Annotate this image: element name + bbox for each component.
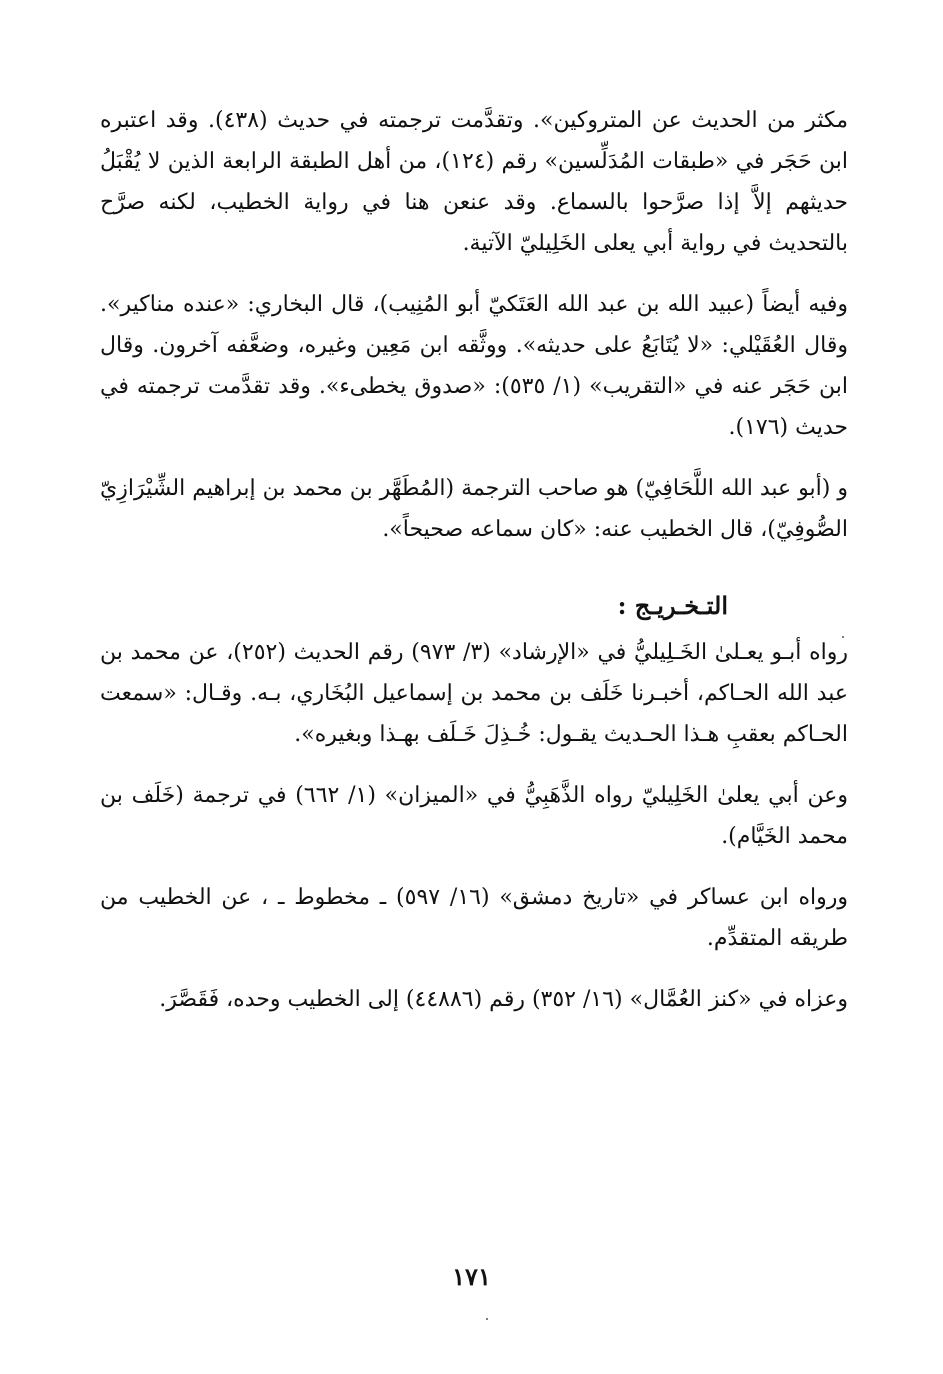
paragraph-narrator-2: وفيه أيضاً (عبيد الله بن عبد الله العَتَكيّ أبو المُنِيب)، قال البخاري: «عنده مناكير». وقال العُقَيْلي: «لا يُتَابَعُ على حديثه». ووثَّقه ابن مَعِين وغيره، وضعَّفه آخرون. وقال ابن حَجَر عنه في «التقريب» (١/ ٥٣٥): «صدوق يخطىء». وقد تقدَّمت ترجمته في حديث (١٧٦).	[100, 292, 848, 440]
scan-speck	[842, 636, 844, 638]
scan-speck	[486, 1318, 488, 1320]
takhrij-paragraph-4: وعزاه في «كنز العُمَّال» (١٦/ ٣٥٢) رقم (٤٤٨٨٦) إلى الخطيب وحده، فَقَصَّرَ.	[159, 987, 848, 1012]
paragraph-narrator-1: مكثر من الحديث عن المتروكين». وتقدَّمت ترجمته في حديث (٤٣٨). وقد اعتبره ابن حَجَر في «طبقات المُدَلِّسين» رقم (١٢٤)، من أهل الطبقة الرابعة الذين لا يُقْبَلُ حديثهم إلاَّ إذا صرَّحوا بالسماع. وقد عنعن هنا في رواية الخطيب، لكنه صرَّح بالتحديث في رواية أبي يعلى الخَلِيليّ الآتية.	[100, 108, 848, 256]
paragraph-narrator-3: و (أبو عبد الله اللَّحَافِيّ) هو صاحب الترجمة (المُطَهَّر بن محمد بن إبراهيم الشِّيْرَازِيّ الصُّوفِيّ)، قال الخطيب عنه: «كان سماعه صحيحاً».	[100, 476, 848, 542]
takhrij-paragraph-1: رواه أبـو يعـلىٰ الخَـلِيليُّ في «الإرشاد» (٣/ ٩٧٣) رقم الحديث (٢٥٢)، عن محمد بن عبد الله الحـاكم، أخبـرنا خَلَف بن محمد بن إسماعيل البُخَاري، بـه. وقـال: «سمعت الحـاكم بعقبِ هـذا الحـديث يقـول: خُـذِلَ خَـلَف بهـذا وبغيره».	[100, 640, 849, 747]
takhrij-paragraph-3: ورواه ابن عساكر في «تاريخ دمشق» (١٦/ ٥٩٧) ـ مخطوط ـ ، عن الخطيب من طريقه المتقدِّم.	[100, 885, 849, 951]
page-body	[100, 100, 848, 1040]
takhrij-paragraph-2: وعن أبي يعلىٰ الخَلِيليّ رواه الذَّهَبِيُّ في «الميزان» (١/ ٦٦٢) في ترجمة (خَلَف بن محمد الخَيَّام).	[100, 783, 848, 849]
page-number: ١٧١	[452, 1262, 491, 1291]
takhrij-heading: التـخـريـج :	[617, 591, 728, 620]
